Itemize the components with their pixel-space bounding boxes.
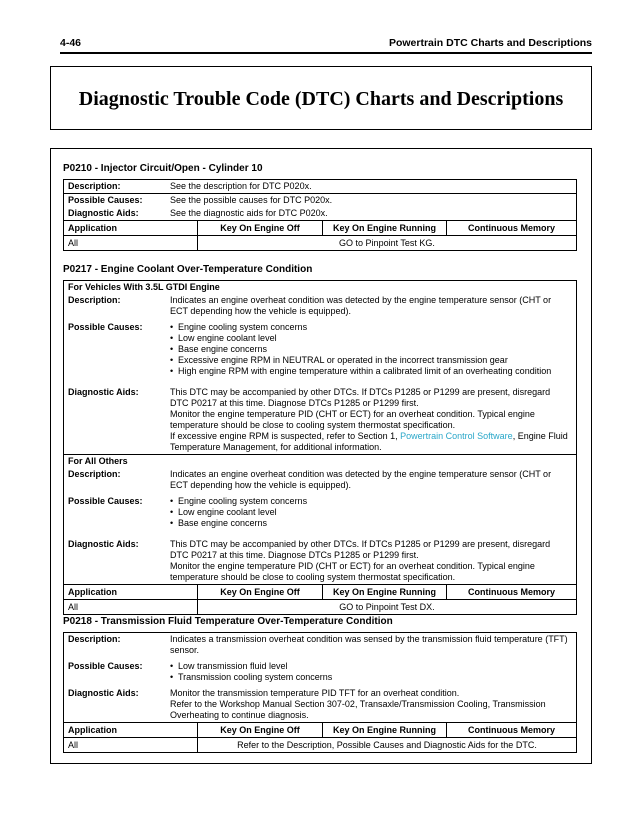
- diagnostic-aids-text: [170, 687, 576, 722]
- description-label: Description:: [68, 634, 121, 644]
- application-header: Application: [64, 585, 198, 599]
- cause-item: • Transmission cooling system concerns: [170, 672, 570, 683]
- cause-item: • Base engine concerns: [170, 344, 570, 355]
- dtc-p0217-table: [63, 280, 577, 615]
- continuous-memory-header: Continuous Memory: [468, 587, 555, 597]
- description-row: [64, 180, 576, 194]
- continuous-memory-header: Continuous Memory: [468, 223, 555, 233]
- possible-causes-list: [170, 321, 576, 378]
- application-header: Application: [64, 723, 198, 737]
- dtc-p0218-title: P0218 - Transmission Fluid Temperature Over-Temperature Condition: [63, 616, 393, 627]
- application-header: Application: [64, 221, 198, 235]
- possible-causes-list: [170, 495, 576, 530]
- group-heading-row: [64, 455, 576, 468]
- group-heading: For All Others: [68, 456, 128, 466]
- koeo-header: Key On Engine Off: [198, 585, 323, 599]
- koer-header: Key On Engine Running: [323, 221, 447, 235]
- dtc-p0210-title: P0210 - Injector Circuit/Open - Cylinder 10: [63, 163, 263, 174]
- result-text: Refer to the Description, Possible Causes and Diagnostic Aids for the DTC.: [237, 740, 537, 750]
- application-header-row: [64, 585, 576, 600]
- dtc-p0217-title: P0217 - Engine Coolant Over-Temperature Condition: [63, 264, 313, 275]
- application-value: All: [64, 236, 198, 250]
- description-row: [64, 468, 576, 495]
- cause-item: • Low engine coolant level: [170, 333, 570, 344]
- diagnostic-aids-row: [64, 386, 576, 455]
- aids-paragraph: [170, 431, 570, 453]
- koeo-header: Key On Engine Off: [198, 723, 323, 737]
- cause-item: • Engine cooling system concerns: [170, 496, 570, 507]
- pinpoint-test-text: GO to Pinpoint Test DX.: [339, 602, 435, 612]
- description-row: [64, 294, 576, 321]
- continuous-memory-header: Continuous Memory: [468, 725, 555, 735]
- application-header-row: [64, 221, 576, 236]
- group-heading-row: [64, 281, 576, 294]
- possible-causes-list: [170, 660, 576, 684]
- application-value: All: [64, 738, 198, 752]
- powertrain-control-software-link[interactable]: Powertrain Control Software: [400, 431, 513, 441]
- description-text: Indicates an engine overheat condition was detected by the engine temperature sensor (CHT or ECT depending how the vehicle is equipped).: [170, 295, 552, 316]
- koer-header: Key On Engine Running: [323, 585, 447, 599]
- aids-paragraph: This DTC may be accompanied by other DTCs. If DTCs P1285 or P1299 are present, disregard DTC P0217 at this time. Diagnose DTCs P1285 or P1299 first.: [170, 387, 551, 408]
- description-label: Description:: [68, 469, 121, 479]
- diagnostic-aids-text: [170, 386, 576, 454]
- aids-paragraph: Monitor the engine temperature PID (CHT or ECT) for an overheat condition. Typical engine temperature should be close to cooling system thermostat specification.: [170, 561, 535, 582]
- application-row: [64, 600, 576, 614]
- group-heading: For Vehicles With 3.5L GTDI Engine: [68, 282, 220, 292]
- diagnostic-aids-text: See the diagnostic aids for DTC P020x.: [170, 208, 328, 218]
- content-box: [50, 148, 592, 764]
- description-text: Indicates an engine overheat condition was detected by the engine temperature sensor (CHT or ECT depending how the vehicle is equipped).: [170, 469, 552, 490]
- cause-item: • Engine cooling system concerns: [170, 322, 570, 333]
- aids-paragraph: Refer to the Workshop Manual Section 307-02, Transaxle/Transmission Cooling, Transmission Overheating to continue diagnosis.: [170, 699, 546, 720]
- page-title: Diagnostic Trouble Code (DTC) Charts and Descriptions: [78, 88, 564, 110]
- possible-causes-row: [64, 321, 576, 386]
- description-row: [64, 633, 576, 660]
- cause-item: • Low transmission fluid level: [170, 661, 570, 672]
- cause-item: • High engine RPM with engine temperature within a calibrated limit of an overheating condition: [170, 366, 570, 377]
- application-header-row: [64, 723, 576, 738]
- diagnostic-aids-row: [64, 687, 576, 723]
- application-row: [64, 738, 576, 752]
- cause-item: • Base engine concerns: [170, 518, 570, 529]
- diagnostic-aids-row: [64, 538, 576, 585]
- dtc-p0218-table: [63, 632, 577, 753]
- description-text: Indicates a transmission overheat condition was sensed by the transmission fluid temperature (TFT) sensor.: [170, 634, 568, 655]
- description-label: Description:: [68, 181, 121, 191]
- application-row: [64, 236, 576, 250]
- title-box: [50, 66, 592, 130]
- diagnostic-aids-label: Diagnostic Aids:: [68, 208, 139, 218]
- page-number: 4-46: [60, 37, 82, 49]
- possible-causes-row: [64, 194, 576, 207]
- aids-paragraph: Monitor the engine temperature PID (CHT or ECT) for an overheat condition. Typical engine temperature should be close to cooling system thermostat specification.: [170, 409, 535, 430]
- aids-paragraph: This DTC may be accompanied by other DTCs. If DTCs P1285 or P1299 are present, disregard DTC P0217 at this time. Diagnose DTCs P1285 or P1299 first.: [170, 539, 551, 560]
- application-value: All: [64, 600, 198, 614]
- running-title: Powertrain DTC Charts and Descriptions: [388, 37, 592, 49]
- aids-paragraph: Monitor the transmission temperature PID TFT for an overheat condition.: [170, 688, 460, 698]
- pinpoint-test-text: GO to Pinpoint Test KG.: [339, 238, 435, 248]
- koer-header: Key On Engine Running: [323, 723, 447, 737]
- cause-item: • Low engine coolant level: [170, 507, 570, 518]
- possible-causes-row: [64, 495, 576, 538]
- koeo-header: Key On Engine Off: [198, 221, 323, 235]
- description-label: Description:: [68, 295, 121, 305]
- possible-causes-row: [64, 660, 576, 687]
- possible-causes-label: Possible Causes:: [68, 496, 143, 506]
- aids-text: , Engine Fluid Temperature Management, for additional information.: [170, 431, 568, 452]
- cause-item: • Excessive engine RPM in NEUTRAL or operated in the incorrect transmission gear: [170, 355, 570, 366]
- dtc-p0210-table: [63, 179, 577, 251]
- possible-causes-label: Possible Causes:: [68, 195, 143, 205]
- possible-causes-text: See the possible causes for DTC P020x.: [170, 195, 333, 205]
- page-header: [60, 37, 592, 51]
- diagnostic-aids-label: Diagnostic Aids:: [68, 688, 139, 698]
- header-rule: [60, 52, 592, 54]
- aids-text: If excessive engine RPM is suspected, refer to Section 1,: [170, 431, 401, 441]
- diagnostic-aids-label: Diagnostic Aids:: [68, 387, 139, 397]
- diagnostic-aids-text: [170, 538, 576, 584]
- diagnostic-aids-row: [64, 207, 576, 221]
- possible-causes-label: Possible Causes:: [68, 322, 143, 332]
- diagnostic-aids-label: Diagnostic Aids:: [68, 539, 139, 549]
- description-text: See the description for DTC P020x.: [170, 181, 312, 191]
- possible-causes-label: Possible Causes:: [68, 661, 143, 671]
